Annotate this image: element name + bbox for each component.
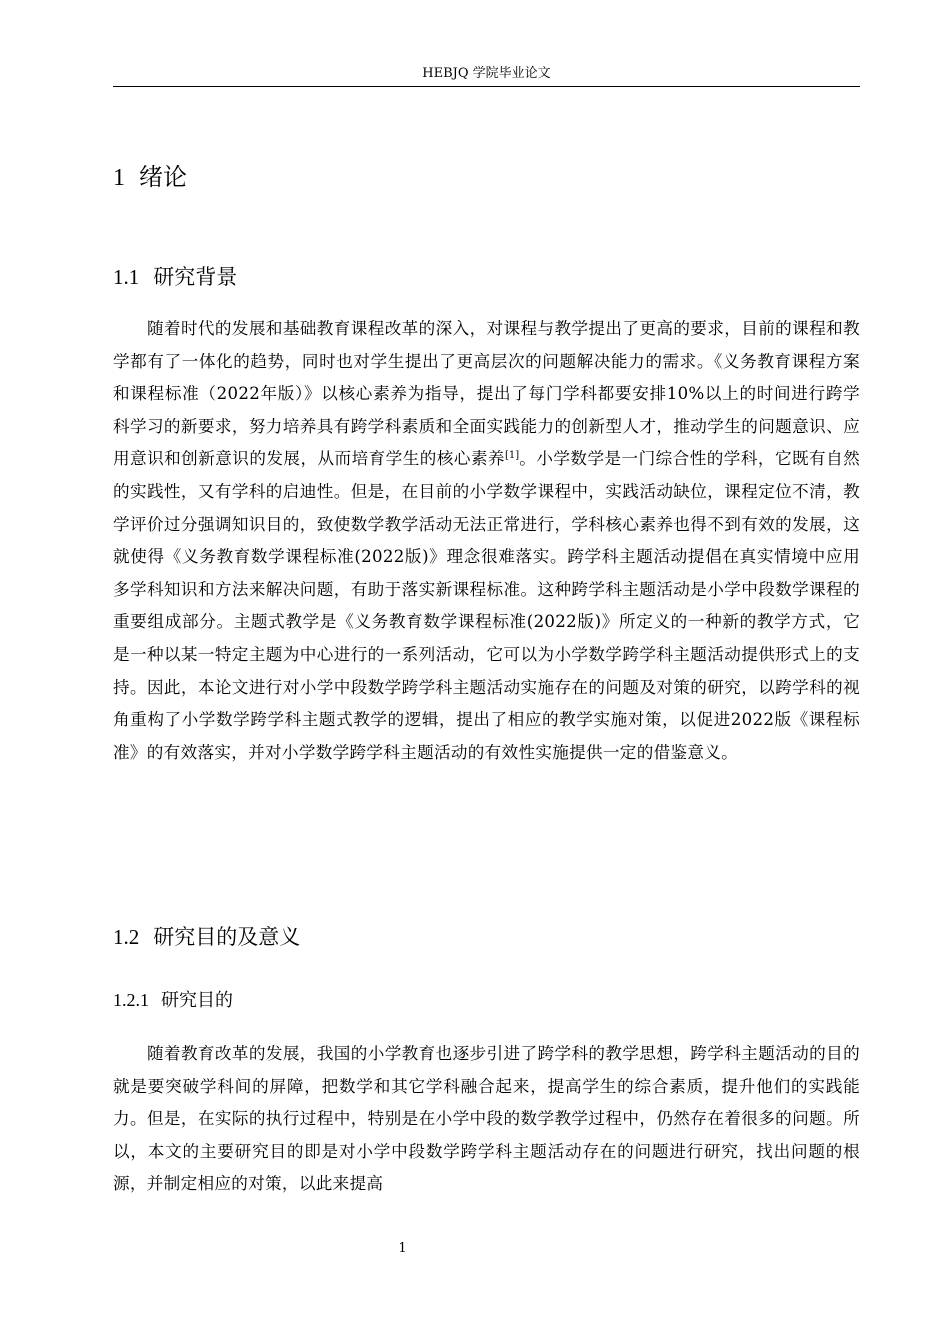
section-title: 研究目的及意义 [153, 925, 301, 949]
chapter-heading [113, 160, 187, 195]
subsection-title: 研究目的 [161, 990, 233, 1011]
chapter-number: 1 [113, 165, 125, 191]
subsection-number: 1.2.1 [113, 990, 149, 1010]
chapter-title: 绪论 [139, 163, 187, 191]
page-header: HEBJQ 学院毕业论文 [422, 66, 551, 81]
section-heading-1-2 [113, 922, 300, 952]
background-paragraph [113, 313, 860, 769]
paragraph-text-part-b: 。小学数学是一门综合性的学科，它既有自然的实践性，又有学科的启迪性。但是，在目前的小学数学课程中，实践活动缺位，课程定位不清，教学评价过分强调知识目的，致使数学教学活动无法正常进行，学科核心素养也得不到有效的发展，这就使得《义务教育数学课程标准(2022版)》理念很难落实。跨学科主题活动提倡在真实情境中应用多学科知识和方法来解决问题，有助于落实新课程标准。这种跨学科主题活动是小学中段数学课程的重要组成部分。主题式教学是《义务教育数学课程标准(2022版)》所定义的一种新的教学方式，它是一种以某一特定主题为中心进行的一系列活动，它可以为小学数学跨学科主题活动提供形式上的支持。因此，本论文进行对小学中段数学跨学科主题活动实施存在的问题及对策的研究，以跨学科的视角重构了小学数学跨学科主题式教学的逻辑，提出了相应的教学实施对策，以促进2022版《课程标准》的有效落实，并对小学数学跨学科主题活动的有效性实施提供一定的借鉴意义。 [113, 449, 861, 762]
section-number: 1.2 [113, 925, 140, 949]
page-number: 1 [398, 1241, 407, 1256]
citation-marker[interactable]: [1] [504, 450, 520, 462]
header-rule [113, 86, 860, 87]
paragraph-text-part-a: 随着时代的发展和基础教育课程改革的深入，对课程与教学提出了更高的要求，目前的课程和教学都有了一体化的趋势，同时也对学生提出了更高层次的问题解决能力的需求。《义务教育课程方案和课程标准（2022年版）》以核心素养为指导，提出了每门学科都要安排10%以上的时间进行跨学科学习的新要求，努力培养具有跨学科素质和全面实践能力的创新型人才，推动学生的问题意识、应用意识和创新意识的发展，从而培育学生的核心素养 [113, 319, 860, 469]
subsection-heading-1-2-1 [113, 986, 233, 1015]
section-number: 1.1 [113, 265, 140, 289]
section-heading-1-1 [113, 262, 237, 292]
purpose-paragraph: 随着教育改革的发展，我国的小学教育也逐步引进了跨学科的教学思想，跨学科主题活动的目的就是要突破学科间的屏障，把数学和其它学科融合起来，提高学生的综合素质，提升他们的实践能力。但是，在实际的执行过程中，特别是在小学中段的数学教学过程中，仍然存在着很多的问题。所以，本文的主要研究目的即是对小学中段数学跨学科主题活动存在的问题进行研究，找出问题的根源，并制定相应的对策，以此来提高 [113, 1044, 860, 1194]
section-title: 研究背景 [153, 265, 238, 289]
